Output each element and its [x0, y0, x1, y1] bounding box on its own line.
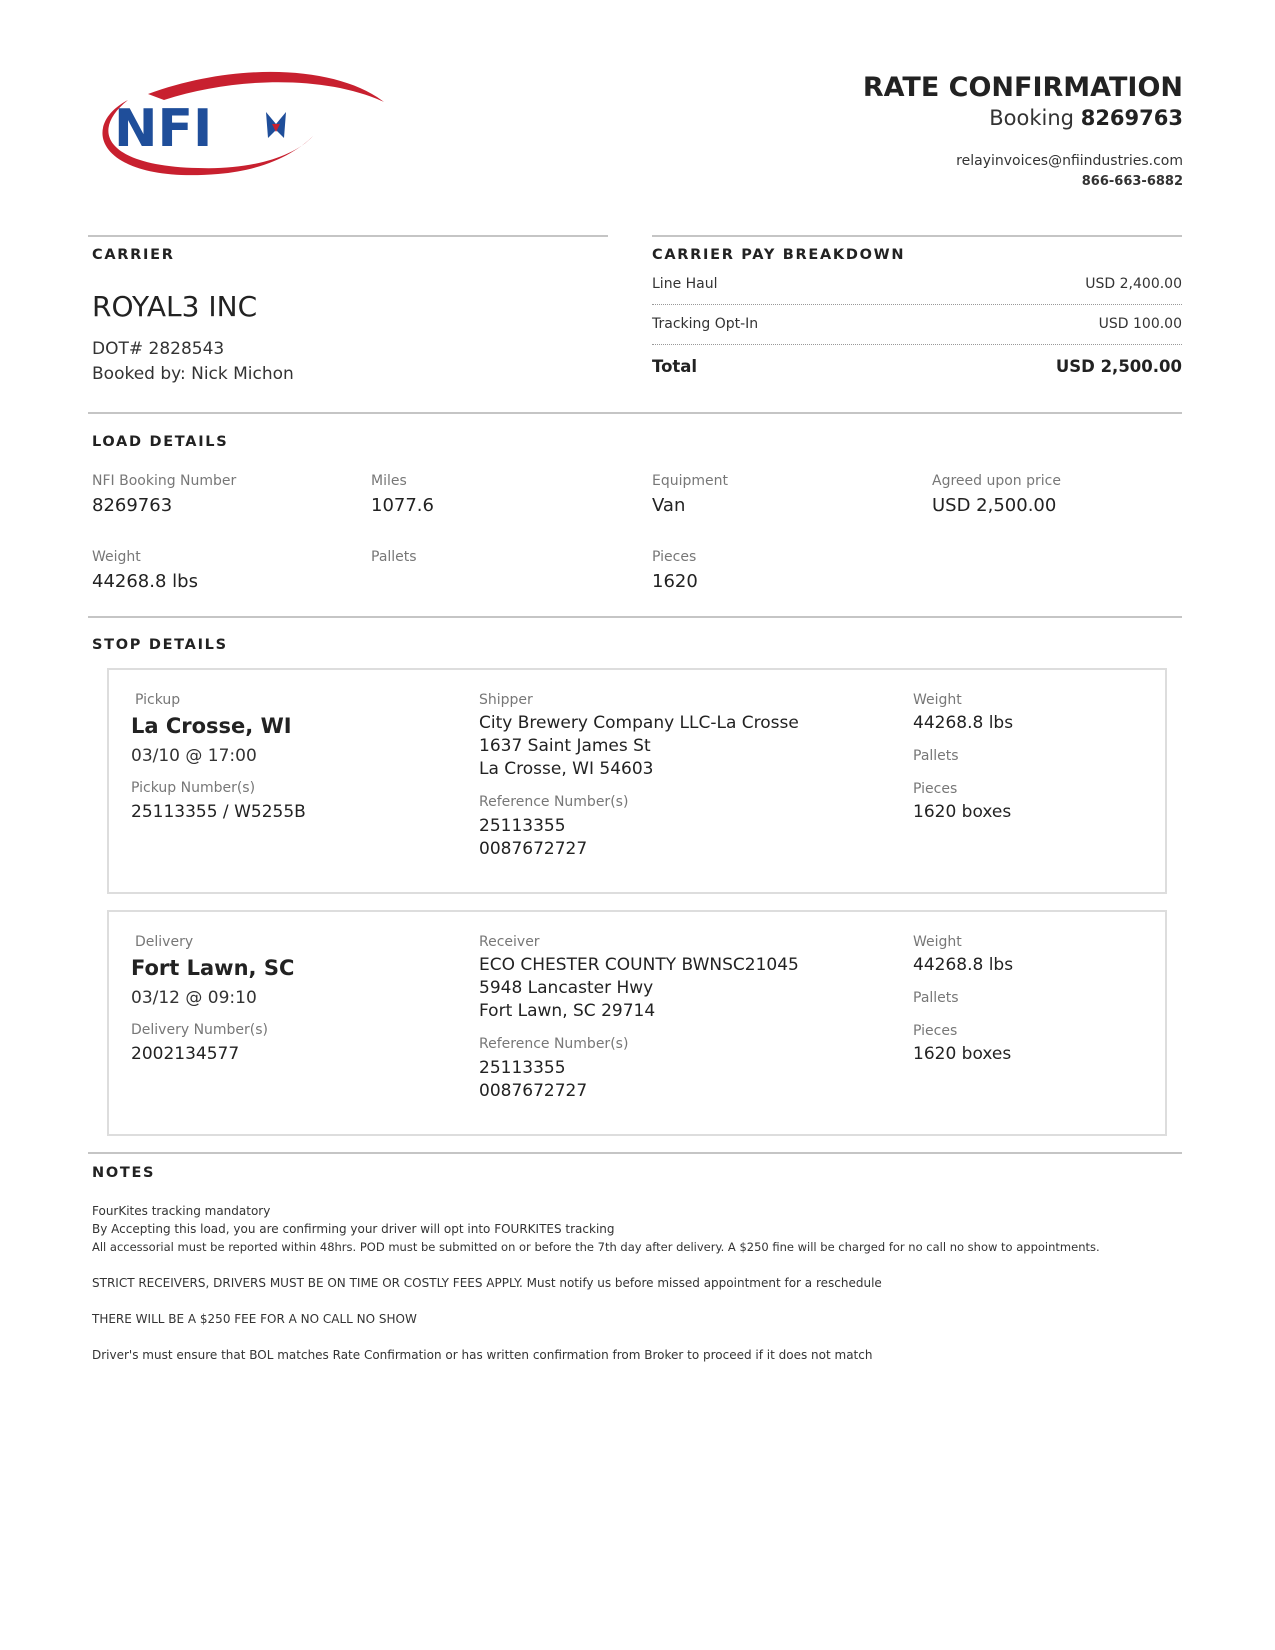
party-name: City Brewery Company LLC-La Crosse	[479, 713, 799, 733]
reference-number: 0087672727	[479, 839, 588, 859]
party-address-line1: 1637 Saint James St	[479, 736, 651, 756]
agreed-price-value: USD 2,500.00	[932, 495, 1057, 516]
agreed-price-label: Agreed upon price	[932, 473, 1061, 489]
divider	[88, 412, 1182, 414]
note-line: All accessorial must be reported within 48hrs. POD must be submitted on or before the 7th day after delivery. A $250 fine will be charged for no call no show to appointments.	[92, 1240, 1100, 1254]
divider	[652, 344, 1182, 345]
pay-label: Tracking Opt-In	[652, 316, 759, 332]
stop-number-value: 25113355 / W5255B	[131, 802, 306, 822]
svg-text:NFI: NFI	[114, 99, 213, 159]
pay-heading: CARRIER PAY BREAKDOWN	[652, 247, 906, 263]
stop-type: Pickup	[135, 692, 181, 708]
booking-number-value: 8269763	[92, 495, 173, 516]
stop-pallets-label: Pallets	[913, 748, 959, 764]
pieces-label: Pieces	[652, 549, 697, 565]
load-heading: LOAD DETAILS	[92, 434, 229, 450]
booked-by: Booked by: Nick Michon	[92, 364, 294, 384]
reference-label: Reference Number(s)	[479, 794, 629, 810]
stop-pieces-label: Pieces	[913, 1023, 958, 1039]
note-line: Driver's must ensure that BOL matches Rate Confirmation or has written confirmation from Broker to proceed if it does not match	[92, 1348, 873, 1362]
stop-number-label: Pickup Number(s)	[131, 780, 256, 796]
stop-pallets-label: Pallets	[913, 990, 959, 1006]
booking-heading	[989, 106, 1183, 130]
stops-heading: STOP DETAILS	[92, 637, 228, 653]
party-address-line1: 5948 Lancaster Hwy	[479, 978, 654, 998]
divider	[88, 616, 1182, 618]
stop-type: Delivery	[135, 934, 194, 950]
stop-city: Fort Lawn, SC	[131, 956, 295, 980]
miles-label: Miles	[371, 473, 407, 489]
pay-value: USD 2,400.00	[1085, 276, 1182, 292]
contact-phone[interactable]: 866-663-6882	[1081, 174, 1183, 189]
stop-weight-value: 44268.8 lbs	[913, 955, 1014, 975]
stop-city: La Crosse, WI	[131, 714, 292, 738]
party-address-line2: La Crosse, WI 54603	[479, 759, 654, 779]
stop-pieces-value: 1620 boxes	[913, 802, 1012, 822]
note-line: FourKites tracking mandatory	[92, 1204, 271, 1218]
divider	[88, 235, 608, 237]
equipment-value: Van	[652, 495, 686, 516]
reference-number: 25113355	[479, 816, 566, 836]
pay-label: Line Haul	[652, 276, 718, 292]
stop-schedule: 03/12 @ 09:10	[131, 988, 257, 1008]
reference-label: Reference Number(s)	[479, 1036, 629, 1052]
equipment-label: Equipment	[652, 473, 728, 489]
booking-number-label: NFI Booking Number	[92, 473, 237, 489]
party-address-line2: Fort Lawn, SC 29714	[479, 1001, 656, 1021]
divider	[652, 235, 1182, 237]
party-label: Receiver	[479, 934, 540, 950]
pallets-label: Pallets	[371, 549, 417, 565]
reference-number: 0087672727	[479, 1081, 588, 1101]
stop-weight-value: 44268.8 lbs	[913, 713, 1014, 733]
divider	[652, 304, 1182, 305]
stop-card-pickup	[107, 668, 1167, 894]
booking-number: 8269763	[1080, 106, 1183, 130]
note-line: By Accepting this load, you are confirming your driver will opt into FOURKITES tracking	[92, 1222, 615, 1236]
page-title: RATE CONFIRMATION	[862, 72, 1183, 103]
notes-heading: NOTES	[92, 1165, 156, 1181]
pay-value: USD 100.00	[1098, 316, 1182, 332]
total-value: USD 2,500.00	[1055, 357, 1182, 376]
pieces-value: 1620	[652, 571, 698, 592]
weight-label: Weight	[92, 549, 141, 565]
note-line: STRICT RECEIVERS, DRIVERS MUST BE ON TIME OR COSTLY FEES APPLY. Must notify us before missed appointment for a reschedule	[92, 1276, 882, 1290]
total-label: Total	[652, 357, 698, 376]
stop-card-delivery	[107, 910, 1167, 1136]
stop-pieces-label: Pieces	[913, 781, 958, 797]
note-line: THERE WILL BE A $250 FEE FOR A NO CALL NO SHOW	[92, 1312, 417, 1326]
stop-number-label: Delivery Number(s)	[131, 1022, 269, 1038]
party-name: ECO CHESTER COUNTY BWNSC21045	[479, 955, 799, 975]
stop-number-value: 2002134577	[131, 1044, 240, 1064]
reference-number: 25113355	[479, 1058, 566, 1078]
stop-pieces-value: 1620 boxes	[913, 1044, 1012, 1064]
carrier-name: ROYAL3 INC	[92, 290, 258, 323]
booking-label: Booking	[989, 106, 1075, 130]
contact-email[interactable]: relayinvoices@nfiindustries.com	[956, 153, 1183, 169]
stop-weight-label: Weight	[913, 692, 962, 708]
stop-weight-label: Weight	[913, 934, 962, 950]
miles-value: 1077.6	[371, 495, 434, 516]
carrier-dot: DOT# 2828543	[92, 339, 225, 359]
stop-schedule: 03/10 @ 17:00	[131, 746, 257, 766]
weight-value: 44268.8 lbs	[92, 571, 198, 592]
carrier-heading: CARRIER	[92, 247, 175, 263]
divider	[88, 1152, 1182, 1154]
nfi-logo	[88, 66, 388, 186]
party-label: Shipper	[479, 692, 533, 708]
